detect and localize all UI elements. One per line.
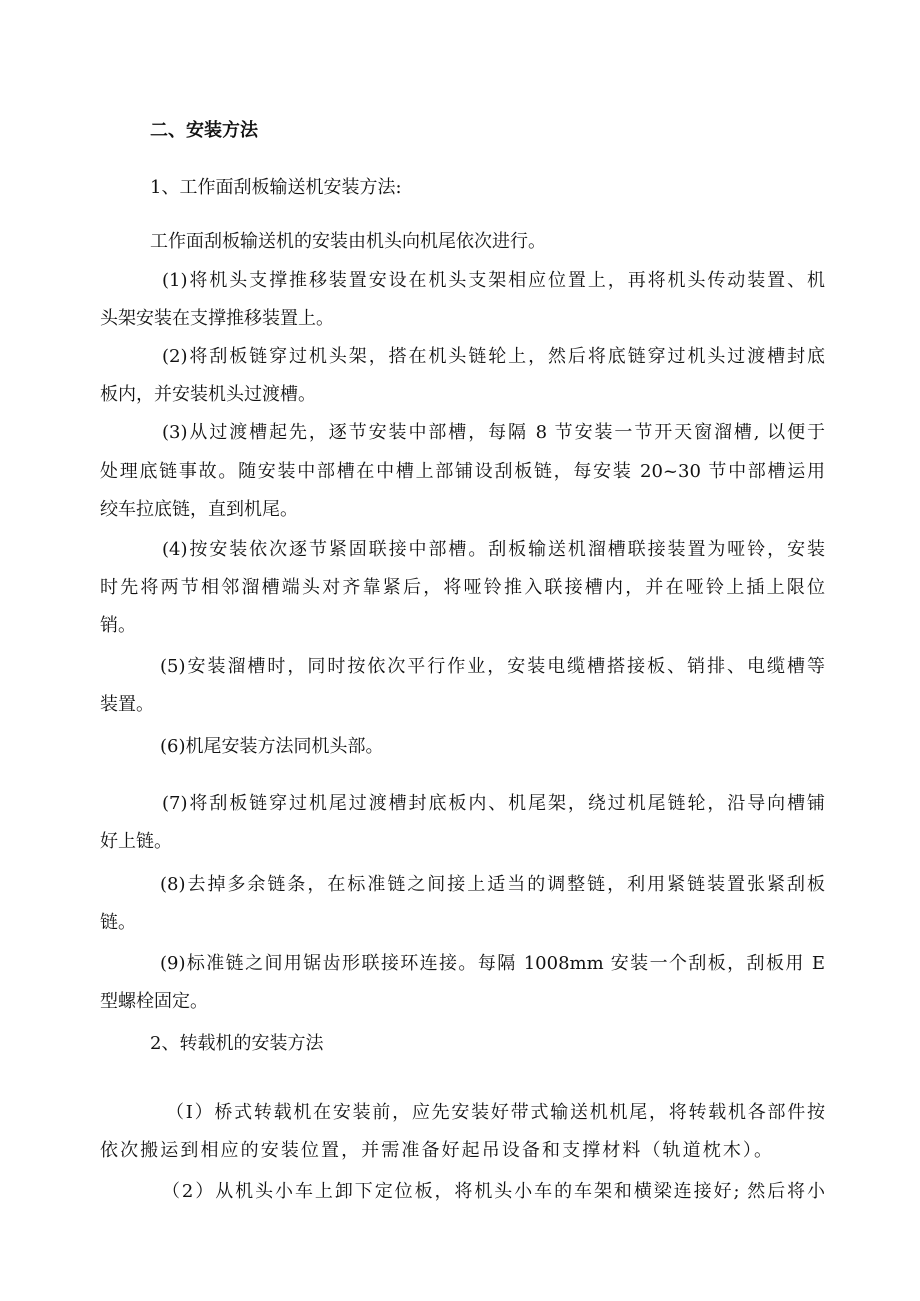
step-7-line-1: (7)将刮板链穿过机尾过渡槽封底板内、机尾架，绕过机尾链轮，沿导向槽铺 bbox=[162, 793, 825, 814]
step-2-line-2: 板内，并安装机头过渡槽。 bbox=[100, 384, 316, 405]
step-2-line-1: (2)将刮板链穿过机头架，搭在机头链轮上，然后将底链穿过机头过渡槽封底 bbox=[162, 346, 825, 367]
step-3-line-3: 绞车拉底链，直到机尾。 bbox=[100, 499, 298, 520]
step-4-line-3: 销。 bbox=[100, 615, 136, 636]
step-1-line-1: (1)将机头支撑推移装置安设在机头支架相应位置上，再将机头传动装置、机 bbox=[162, 270, 825, 291]
step-4-line-2: 时先将两节相邻溜槽端头对齐靠紧后，将哑铃推入联接槽内，并在哑铃上插上限位 bbox=[100, 577, 825, 598]
step-5-line-2: 装置。 bbox=[100, 694, 154, 715]
sub2-step-1-line-1: （I）桥式转载机在安装前，应先安装好带式输送机机尾，将转载机各部件按 bbox=[166, 1102, 825, 1123]
step-3-line-1: (3)从过渡槽起先，逐节安装中部槽，每隔 8 节安装一节开天窗溜槽, 以便于 bbox=[162, 422, 825, 443]
step-9-line-1: (9)标准链之间用锯齿形联接环连接。每隔 1008mm 安装一个刮板，刮板用 E bbox=[160, 953, 825, 974]
step-1-line-2: 头架安装在支撑推移装置上。 bbox=[100, 308, 334, 329]
sub2-step-2-line-1: （2）从机头小车上卸下定位板，将机头小车的车架和横梁连接好; 然后将小 bbox=[162, 1181, 825, 1202]
step-4-line-1: (4)按安装依次逐节紧固联接中部槽。刮板输送机溜槽联接装置为哑铃，安装 bbox=[162, 539, 825, 560]
step-5-line-1: (5)安装溜槽时，同时按依次平行作业，安装电缆槽搭接板、销排、电缆槽等 bbox=[160, 656, 825, 677]
step-7-line-2: 好上链。 bbox=[100, 831, 172, 852]
subsection-heading-2: 2、转载机的安装方法 bbox=[150, 1033, 324, 1054]
step-3-line-2: 处理底链事故。随安装中部槽在中槽上部铺设刮板链，每安装 20~30 节中部槽运用 bbox=[100, 461, 825, 482]
step-8-line-1: (8)去掉多余链条，在标准链之间接上适当的调整链，利用紧链装置张紧刮板 bbox=[160, 874, 825, 895]
step-6-line-1: (6)机尾安装方法同机头部。 bbox=[160, 736, 384, 757]
subsection-heading-1: 1、工作面刮板输送机安装方法: bbox=[150, 177, 402, 198]
intro-paragraph: 工作面刮板输送机的安装由机头向机尾依次进行。 bbox=[150, 231, 546, 252]
step-9-line-2: 型螺栓固定。 bbox=[100, 991, 208, 1012]
sub2-step-1-line-2: 依次搬运到相应的安装位置，并需准备好起吊设备和支撑材料（轨道枕木）。 bbox=[100, 1140, 772, 1161]
section-title: 二、安装方法 bbox=[150, 120, 258, 141]
step-8-line-2: 链。 bbox=[100, 912, 136, 933]
